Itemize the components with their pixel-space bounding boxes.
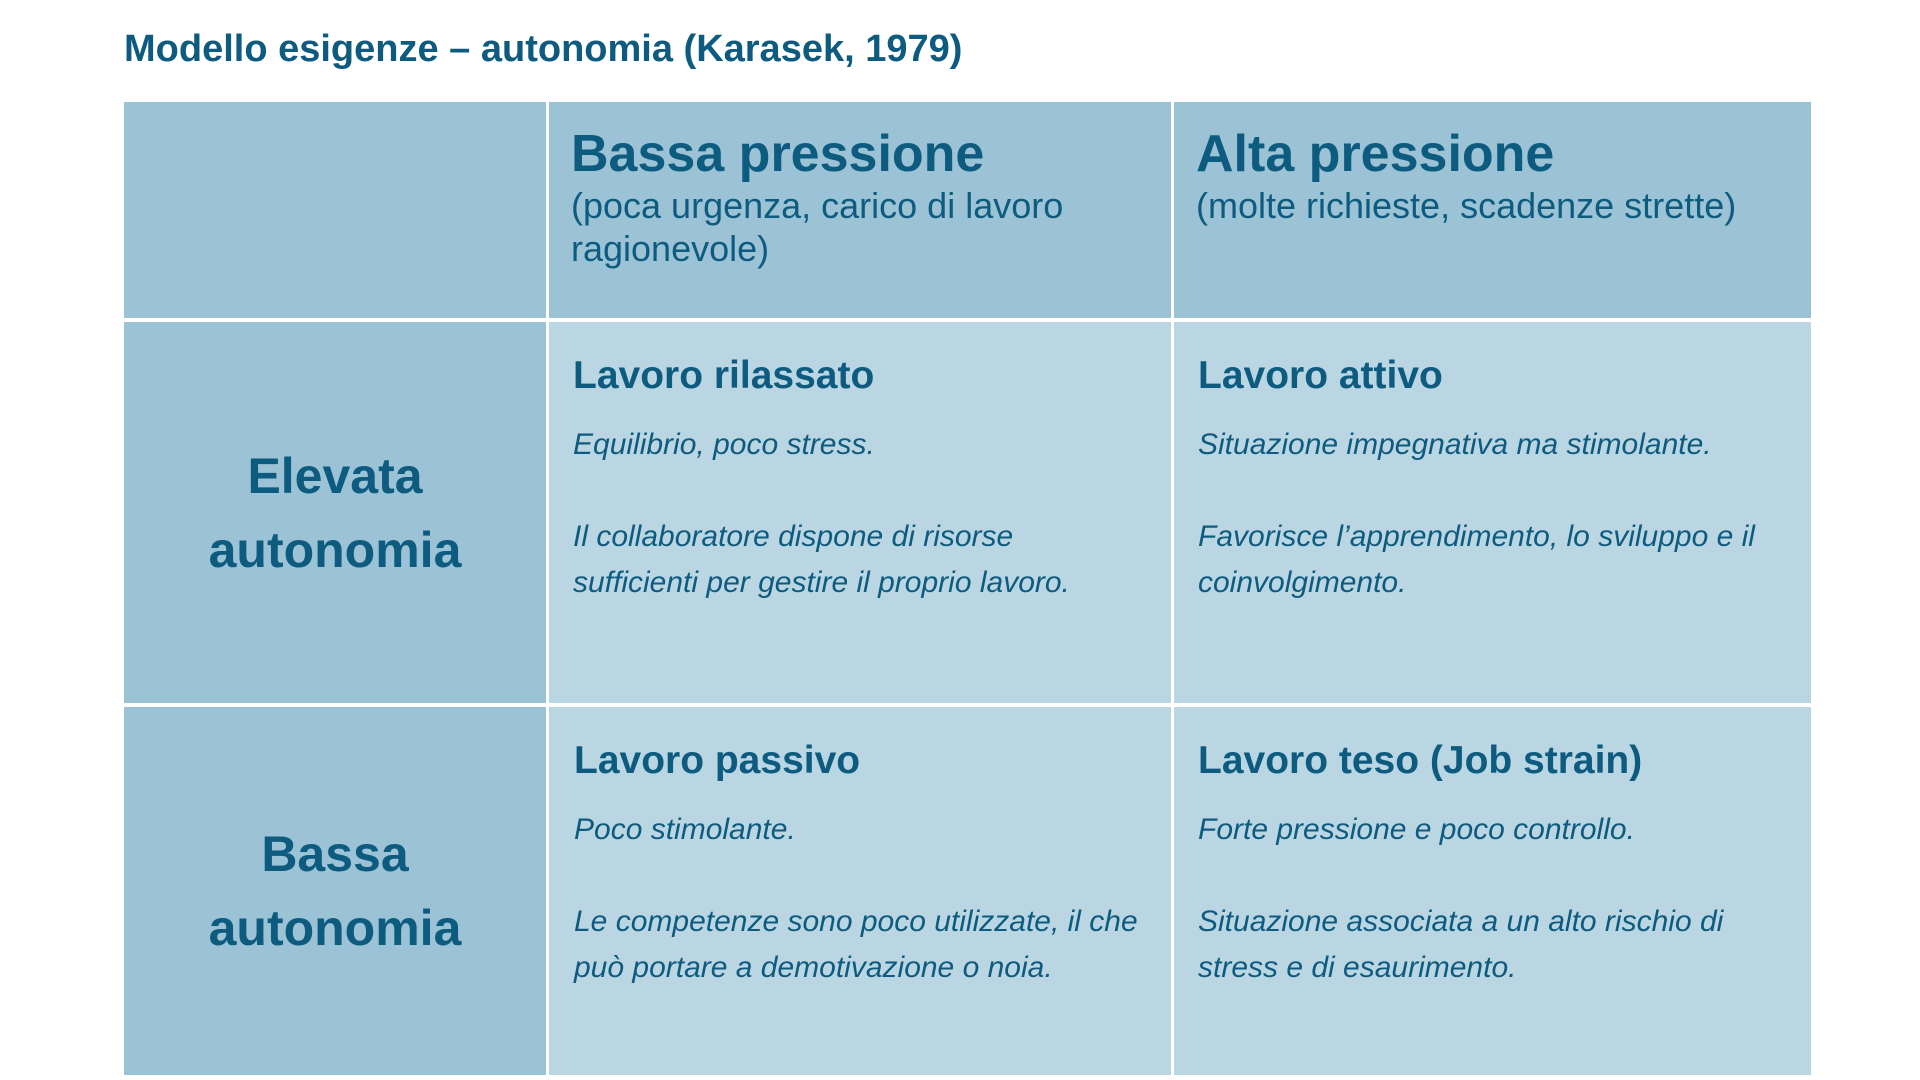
- quadrant-description: Le competenze sono poco utilizzate, il che può portare a demotivazione o noia.: [574, 905, 1138, 984]
- quadrant-description: Il collaboratore dispone di risorse sufficienti per gestire il proprio lavoro.: [573, 520, 1070, 599]
- row-header-low-autonomy: [124, 707, 546, 1075]
- quadrant-description: Equilibrio, poco stress.: [573, 428, 875, 461]
- column-header-subtitle: (poca urgenza, carico di lavoro ragionevole): [571, 185, 1064, 269]
- quadrant-description: Poco stimolante.: [574, 813, 796, 846]
- row-header-line: autonomia: [208, 900, 462, 956]
- quadrant-passive-job: [549, 707, 1171, 1075]
- karasek-matrix: [124, 102, 1811, 1079]
- quadrant-relaxed-job: [549, 322, 1171, 703]
- quadrant-title: Lavoro teso (Job strain): [1198, 739, 1643, 782]
- row-header-line: Elevata: [247, 447, 423, 504]
- row-header-line: Bassa: [261, 826, 409, 882]
- quadrant-title: Lavoro attivo: [1198, 354, 1443, 397]
- quadrant-title: Lavoro rilassato: [573, 354, 875, 397]
- column-header-subtitle: (molte richieste, scadenze strette): [1196, 185, 1737, 226]
- quadrant-description: Situazione associata a un alto rischio di stress e di esaurimento.: [1198, 905, 1724, 984]
- corner-cell: [124, 102, 546, 318]
- quadrant-title: Lavoro passivo: [574, 739, 861, 782]
- row-header-line: autonomia: [208, 521, 462, 578]
- quadrant-description: Situazione impegnativa ma stimolante.: [1198, 428, 1712, 461]
- quadrant-description: Favorisce l’apprendimento, lo sviluppo e il coinvolgimento.: [1198, 520, 1755, 599]
- quadrant-job-strain: [1174, 707, 1811, 1075]
- column-header-title: Bassa pressione: [571, 125, 985, 183]
- column-header-high-pressure: [1174, 102, 1811, 318]
- quadrant-description: Forte pressione e poco controllo.: [1198, 813, 1635, 846]
- column-header-title: Alta pressione: [1196, 125, 1555, 183]
- row-header-high-autonomy: [124, 322, 546, 703]
- column-header-low-pressure: [549, 102, 1171, 318]
- slide-title: Modello esigenze – autonomia (Karasek, 1979): [124, 28, 963, 70]
- quadrant-active-job: [1174, 322, 1811, 703]
